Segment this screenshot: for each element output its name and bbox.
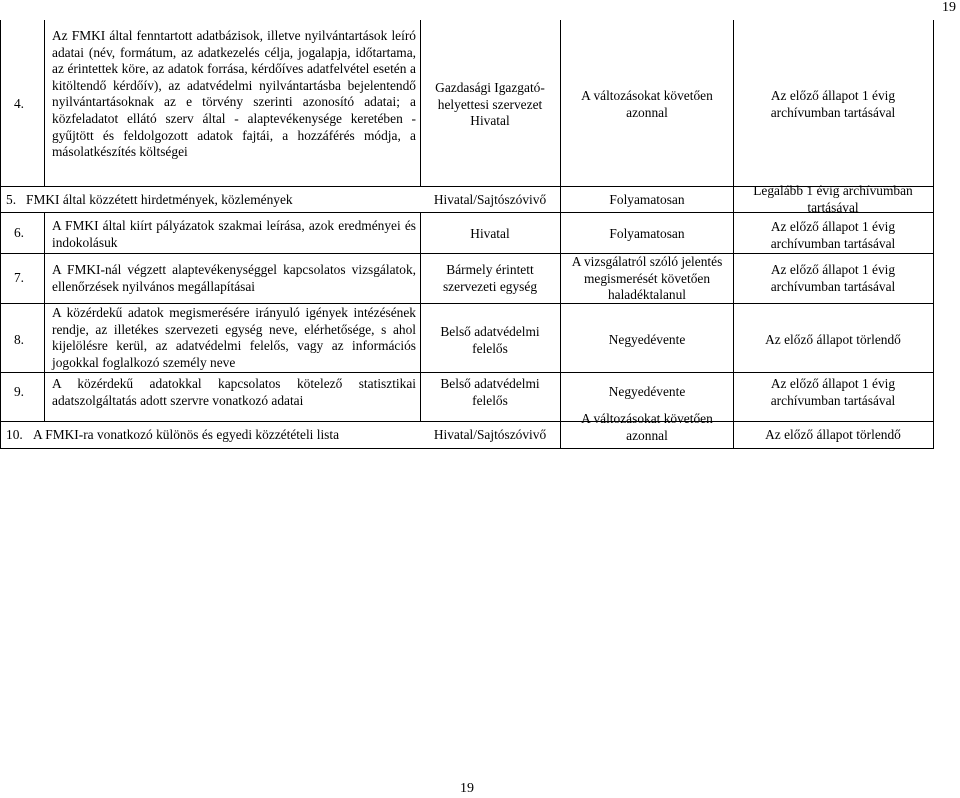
row-description: A FMKI által kiírt pályázatok szakmai leírása, azok eredményei és indokolásuk bbox=[52, 218, 416, 250]
row-description: A közérdekű adatok megismerésére irányuló igények intézésének rendje, az illetékes szervezeti egység neve, elérhetősége, s ahol kijelölésre kerül, az adatvédelmi felelős, vagy az információs jogokkal foglalkozó személy neve bbox=[52, 305, 416, 370]
row-frequency: Negyedévente bbox=[608, 332, 686, 347]
grid-line bbox=[0, 372, 934, 373]
grid-line bbox=[420, 20, 421, 186]
grid-line bbox=[44, 212, 45, 421]
row-description: A FMKI-ra vonatkozó különös és egyedi közzétételi lista bbox=[33, 427, 340, 442]
grid-line bbox=[420, 212, 421, 421]
row-frequency: A vizsgálatról szóló jelentés megismerését követően haladéktalanul bbox=[571, 254, 723, 303]
row-retention: Az előző állapot 1 évig archívumban tartásával bbox=[770, 88, 896, 120]
grid-line bbox=[0, 448, 934, 449]
row-responsible: Hivatal/Sajtószóvivő bbox=[433, 427, 547, 442]
row-description: Az FMKI által fenntartott adatbázisok, illetve nyilvántartások leíró adatai (név, formátum, az adatkezelés célja, jogalapja, időtartama, az érintettek köre, az adatok forrása, kérdőíves adatfelvétel esetén a kitöltendő kérdőív), az adatvédelmi nyilvántartásba bejelentendő nyilvántartásoknak az e törvény szerinti azonosító adatai; a közfeladatot ellátó szerv által - alaptevékenysége keretében - gyűjtött és feldolgozott adatok fajtái, a hozzáférés módja, a másolatkészítés költségei bbox=[52, 28, 416, 160]
page-number-bottom: 19 bbox=[460, 781, 474, 796]
row-number: 8. bbox=[13, 332, 25, 347]
row-description: FMKI által közzétett hirdetmények, közlemények bbox=[26, 192, 293, 207]
row-retention: Legalább 1 évig archívumban tartásával bbox=[753, 183, 913, 215]
grid-line bbox=[0, 421, 934, 422]
grid-line bbox=[733, 20, 734, 448]
row-responsible: Hivatal/Sajtószóvivő bbox=[433, 192, 547, 207]
grid-line bbox=[0, 303, 934, 304]
row-frequency: A változásokat követően azonnal bbox=[581, 411, 713, 443]
row-responsible: Gazdasági Igazgató-helyettesi szervezet Hivatal bbox=[435, 80, 545, 129]
row-responsible: Belső adatvédelmi felelős bbox=[440, 376, 540, 408]
row-number: 10. bbox=[6, 427, 23, 442]
row-retention: Az előző állapot törlendő bbox=[765, 427, 901, 442]
row-retention: Az előző állapot 1 évig archívumban tartásával bbox=[770, 376, 896, 408]
row-number: 6. bbox=[13, 225, 25, 240]
row-frequency: Folyamatosan bbox=[609, 226, 685, 241]
row-responsible: Bármely érintett szervezeti egység bbox=[442, 262, 538, 294]
row-retention: Az előző állapot törlendő bbox=[765, 332, 901, 347]
row-number: 5. bbox=[6, 192, 17, 207]
page-number-top: 19 bbox=[942, 0, 956, 15]
row-number: 7. bbox=[13, 270, 25, 285]
row-frequency: A változásokat követően azonnal bbox=[581, 88, 713, 120]
row-responsible: Hivatal bbox=[470, 226, 510, 241]
grid-line bbox=[0, 20, 1, 448]
grid-line bbox=[933, 20, 934, 448]
row-description: A FMKI-nál végzett alaptevékenységgel kapcsolatos vizsgálatok, ellenőrzések nyilvános megállapításai bbox=[52, 262, 416, 294]
row-retention: Az előző állapot 1 évig archívumban tartásával bbox=[770, 262, 896, 294]
row-description: A közérdekű adatokkal kapcsolatos kötelező statisztikai adatszolgáltatás adott szervre vonatkozó adatai bbox=[52, 376, 416, 408]
grid-line bbox=[44, 20, 45, 186]
row-number: 4. bbox=[13, 96, 25, 111]
row-frequency: Negyedévente bbox=[608, 384, 686, 399]
row-retention: Az előző állapot 1 évig archívumban tartásával bbox=[770, 219, 896, 251]
row-frequency: Folyamatosan bbox=[609, 192, 685, 207]
grid-line bbox=[0, 253, 934, 254]
row-responsible: Belső adatvédelmi felelős bbox=[440, 324, 540, 356]
row-number: 9. bbox=[13, 384, 25, 399]
grid-line bbox=[560, 20, 561, 448]
